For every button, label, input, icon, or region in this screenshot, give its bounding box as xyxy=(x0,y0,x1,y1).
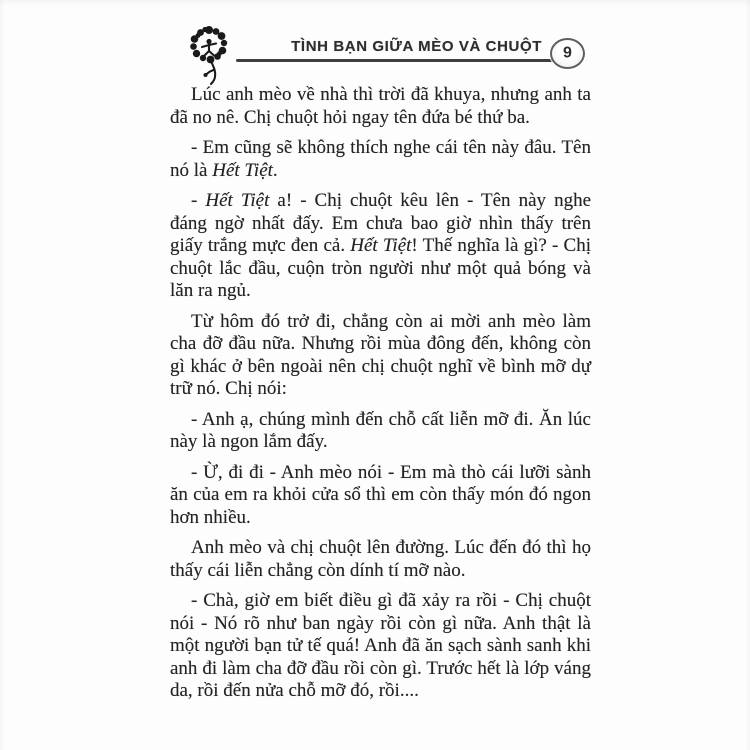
page-number-badge xyxy=(550,38,585,69)
text-segment: - Em cũng sẽ không thích nghe cái tên này đâu. Tên nó là xyxy=(170,137,591,181)
italic-text-segment: Hết Tiệt xyxy=(212,159,273,181)
paragraph xyxy=(170,190,591,303)
paragraph xyxy=(170,462,591,530)
italic-text-segment: Hết Tiệt xyxy=(205,190,270,211)
paragraph xyxy=(170,409,591,454)
text-segment: Lúc anh mèo về nhà thì trời đã khuya, nhưng anh ta đã no nê. Chị chuột hỏi ngay tên đứa bé thứ ba. xyxy=(170,84,591,128)
paragraph xyxy=(170,311,591,401)
page-title: TÌNH BẠN GIỮA MÈO VÀ CHUỘT xyxy=(291,38,542,55)
ornament-wreath-figure-icon xyxy=(186,22,232,86)
text-segment: - Anh ạ, chúng mình đến chỗ cất liễn mỡ đi. Ăn lúc này là ngon lắm đấy. xyxy=(170,408,591,452)
text-segment: a! - Chị chuột kêu lên - Tên này nghe đáng ngờ nhất đấy. Em chưa bao giờ nhìn thấy trên giấy trắng mực đen cả. xyxy=(170,190,591,256)
text-segment: Từ hôm đó trở đi, chẳng còn ai mời anh mèo làm cha đỡ đầu nữa. Nhưng rồi mùa đông đến, không còn gì khác ở bên ngoài nên chị chuột nghĩ về bình mỡ dự trữ nó. Chị nói: xyxy=(170,310,591,399)
page-number: 9 xyxy=(563,44,572,61)
text-segment: Anh mèo và chị chuột lên đường. Lúc đến đó thì họ thấy cái liễn chẳng còn dính tí mỡ nào. xyxy=(170,537,591,581)
italic-text-segment: Hết Tiệt xyxy=(350,235,412,256)
paragraph xyxy=(170,137,591,182)
paragraph xyxy=(170,537,591,582)
paragraph xyxy=(170,590,591,703)
text-segment: - Ừ, đi đi - Anh mèo nói - Em mà thò cái lưỡi sành ăn của em ra khỏi cửa sổ thì em còn thấy món đó ngon hơn nhiều. xyxy=(170,461,591,528)
text-segment: ! Thế nghĩa là gì? - Chị chuột lắc đầu, cuộn tròn người như một quả bóng và lăn ra ngủ. xyxy=(170,235,592,301)
header-rule xyxy=(236,59,572,62)
paragraph xyxy=(170,84,591,129)
text-segment: . xyxy=(272,159,278,181)
text-segment: - xyxy=(191,190,206,211)
text-segment: - Chà, giờ em biết điều gì đã xảy ra rồi - Chị chuột nói - Nó rõ như ban ngày rồi còn gì nữa. Anh thật là một người bạn tử tế quá! Anh đã ăn sạch sành sanh khi anh đi làm cha đỡ đầu rồi còn gì. Trước hết là lớp váng da, rồi đến nửa chỗ mỡ đó, rồi.... xyxy=(170,590,591,701)
body-text xyxy=(170,84,591,703)
